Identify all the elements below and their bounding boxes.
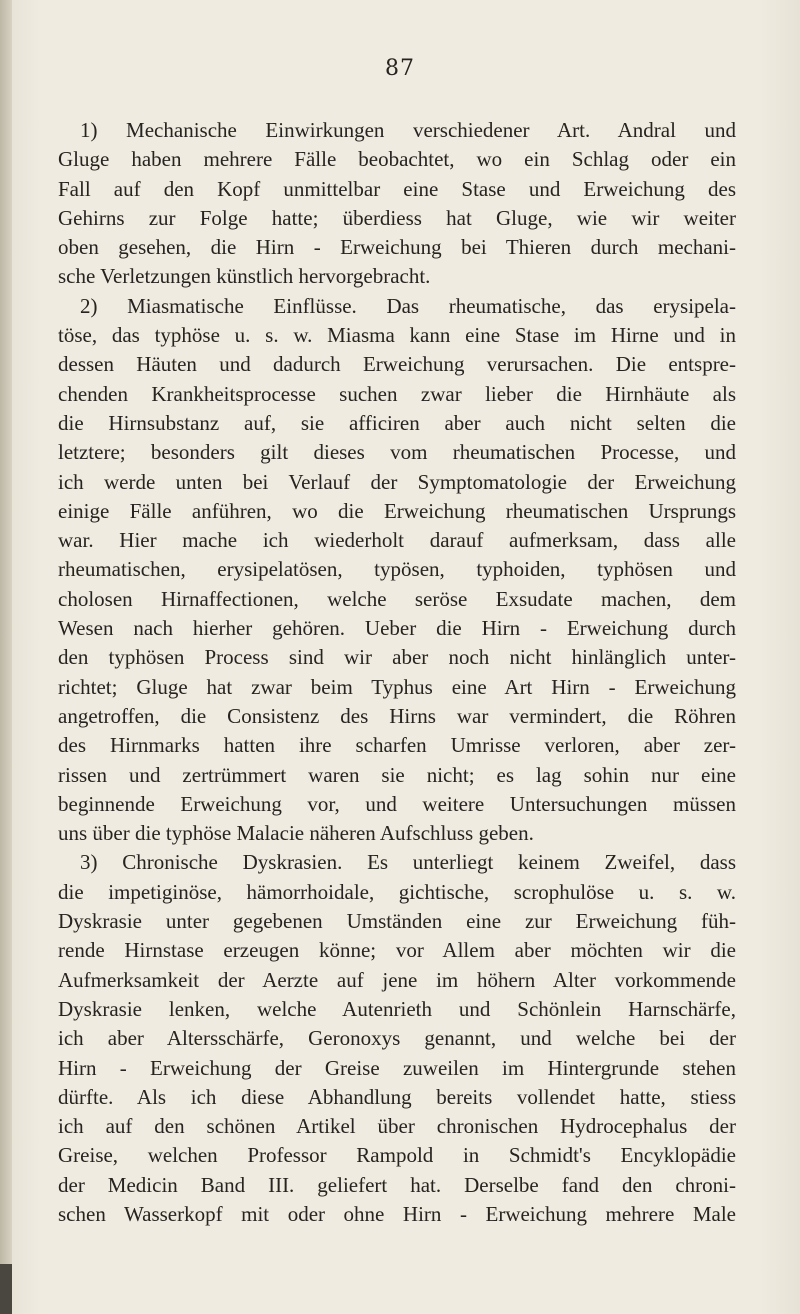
text-line: Greise, welchen Professor Rampold in Schmidt's Encyklopädie: [58, 1143, 736, 1168]
text-line: ich auf den schönen Artikel über chronischen Hydrocephalus der: [58, 1114, 736, 1139]
text-line: den typhösen Process sind wir aber noch nicht hinlänglich unter-: [58, 645, 736, 670]
page-number: 87: [385, 56, 415, 81]
text-line: Gluge haben mehrere Fälle beobachtet, wo ein Schlag oder ein: [58, 147, 736, 172]
text-line: angetroffen, die Consistenz des Hirns war vermindert, die Röhren: [58, 703, 736, 728]
text-line: cholosen Hirnaffectionen, welche seröse Exsudate machen, dem: [58, 586, 736, 611]
text-line: die Hirnsubstanz auf, sie afficiren aber auch nicht selten die: [58, 410, 736, 435]
text-line: Gehirns zur Folge hatte; überdiess hat Gluge, wie wir weiter: [58, 205, 736, 230]
text-line: 3) Chronische Dyskrasien. Es unterliegt keinem Zweifel, dass: [80, 850, 736, 875]
text-line: einige Fälle anführen, wo die Erweichung rheumatischen Ursprungs: [58, 498, 736, 523]
text-line: oben gesehen, die Hirn - Erweichung bei Thieren durch mechani-: [58, 235, 736, 260]
text-line: rheumatischen, erysipelatösen, typösen, typhoiden, typhösen und: [58, 557, 736, 582]
text-line: Aufmerksamkeit der Aerzte auf jene im höhern Alter vorkommende: [58, 967, 736, 992]
text-line: sche Verletzungen künstlich hervorgebracht.: [58, 264, 431, 289]
text-line: des Hirnmarks hatten ihre scharfen Umrisse verloren, aber zer-: [58, 733, 736, 758]
text-line: töse, das typhöse u. s. w. Miasma kann eine Stase im Hirne und in: [58, 323, 736, 348]
text-line: der Medicin Band III. geliefert hat. Derselbe fand den chroni-: [58, 1172, 736, 1197]
text-line: 2) Miasmatische Einflüsse. Das rheumatische, das erysipela-: [80, 293, 736, 318]
text-line: 1) Mechanische Einwirkungen verschiedener Art. Andral und: [80, 118, 736, 142]
text-line: Dyskrasie unter gegebenen Umständen eine zur Erweichung füh-: [58, 909, 736, 934]
text-line: rende Hirnstase erzeugen könne; vor Allem aber möchten wir die: [58, 938, 736, 963]
text-line: chenden Krankheitsprocesse suchen zwar lieber die Hirnhäute als: [58, 381, 736, 406]
binding-gutter: [0, 0, 12, 1314]
text-line: die impetiginöse, hämorrhoidale, gichtische, scrophulöse u. s. w.: [58, 879, 736, 904]
text-line: rissen und zertrümmert waren sie nicht; es lag sohin nur eine: [58, 762, 736, 787]
binding-mark: [0, 1264, 12, 1314]
text-line: war. Hier mache ich wiederholt darauf aufmerksam, dass alle: [58, 528, 736, 553]
text-line: Dyskrasie lenken, welche Autenrieth und Schönlein Harnschärfe,: [58, 996, 736, 1021]
text-line: uns über die typhöse Malacie näheren Aufschluss geben.: [58, 821, 534, 846]
body-text: [58, 116, 736, 1229]
text-line: beginnende Erweichung vor, und weitere Untersuchungen müssen: [58, 791, 736, 816]
text-line: schen Wasserkopf mit oder ohne Hirn - Erweichung mehrere Male: [58, 1201, 736, 1226]
text-line: Fall auf den Kopf unmittelbar eine Stase und Erweichung des: [58, 176, 736, 201]
text-line: letztere; besonders gilt dieses vom rheumatischen Processe, und: [58, 440, 736, 465]
text-line: ich werde unten bei Verlauf der Symptomatologie der Erweichung: [58, 469, 736, 494]
text-line: Hirn - Erweichung der Greise zuweilen im Hintergrunde stehen: [58, 1055, 736, 1080]
text-line: Wesen nach hierher gehören. Ueber die Hirn - Erweichung durch: [58, 616, 736, 641]
text-line: dürfte. Als ich diese Abhandlung bereits vollendet hatte, stiess: [58, 1084, 736, 1109]
text-line: dessen Häuten und dadurch Erweichung verursachen. Die entspre-: [58, 352, 736, 377]
text-line: richtet; Gluge hat zwar beim Typhus eine Art Hirn - Erweichung: [58, 674, 736, 699]
text-line: ich aber Altersschärfe, Geronoxys genannt, und welche bei der: [58, 1026, 736, 1051]
